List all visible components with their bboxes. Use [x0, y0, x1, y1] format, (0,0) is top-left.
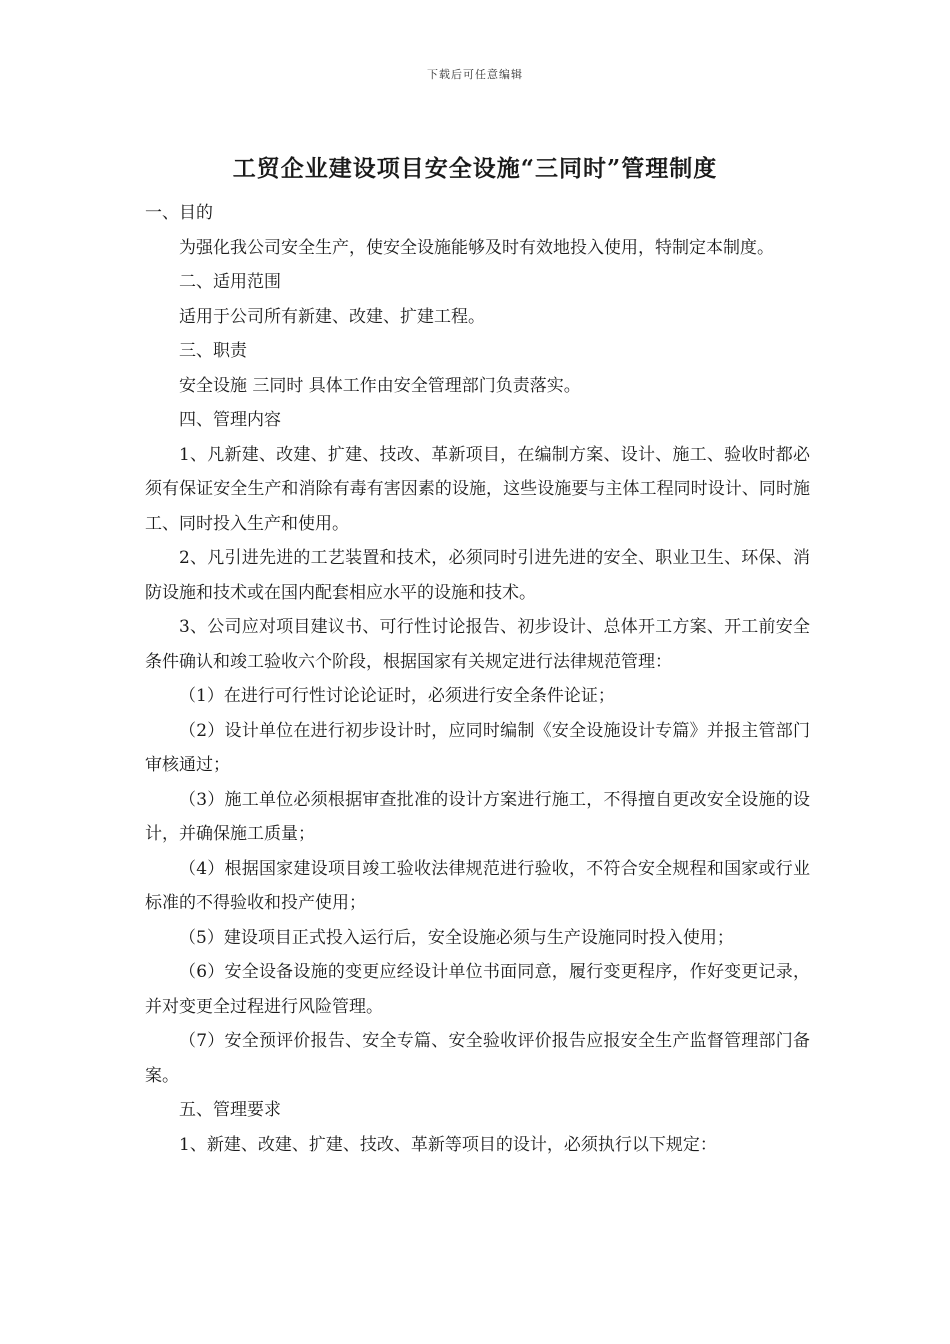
document-body — [145, 196, 810, 1162]
section-heading-duties: 三、职责 — [179, 341, 247, 361]
section-heading-purpose: 一、目的 — [145, 203, 213, 223]
paragraph: 3、公司应对项目建议书、可行性讨论报告、初步设计、总体开工方案、开工前安全条件确认和竣工验收六个阶段，根据国家有关规定进行法律规范管理： — [145, 617, 810, 672]
document-title: 工贸企业建设项目安全设施“三同时”管理制度 — [232, 155, 718, 182]
list-item: （7）安全预评价报告、安全专篇、安全验收评价报告应报安全生产监督管理部门备案。 — [145, 1031, 810, 1086]
list-item: （2）设计单位在进行初步设计时，应同时编制《安全设施设计专篇》并报主管部门审核通过； — [145, 720, 810, 775]
header-note: 下载后可任意编辑 — [427, 68, 523, 81]
paragraph: 安全设施 三同时 具体工作由安全管理部门负责落实。 — [179, 375, 581, 396]
paragraph: 适用于公司所有新建、改建、扩建工程。 — [179, 306, 485, 327]
list-item: （5）建设项目正式投入运行后，安全设施必须与生产设施同时投入使用； — [179, 927, 734, 948]
list-item: （1）在进行可行性讨论论证时，必须进行安全条件论证； — [179, 686, 615, 706]
paragraph: 1、凡新建、改建、扩建、技改、革新项目，在编制方案、设计、施工、验收时都必须有保证安全生产和消除有毒有害因素的设施，这些设施要与主体工程同时设计、同时施工、同时投入生产和使用。 — [145, 444, 810, 534]
list-item: （4）根据国家建设项目竣工验收法律规范进行验收，不符合安全规程和国家或行业标准的不得验收和投产使用； — [145, 858, 810, 913]
list-item: （6）安全设备设施的变更应经设计单位书面同意，履行变更程序，作好变更记录，并对变更全过程进行风险管理。 — [145, 962, 810, 1017]
paragraph: 为强化我公司安全生产，使安全设施能够及时有效地投入使用，特制定本制度。 — [179, 237, 774, 258]
paragraph: 1、新建、改建、扩建、技改、革新等项目的设计，必须执行以下规定： — [179, 1134, 717, 1155]
paragraph: 2、凡引进先进的工艺装置和技术，必须同时引进先进的安全、职业卫生、环保、消防设施和技术或在国内配套相应水平的设施和技术。 — [145, 548, 810, 603]
section-heading-content: 四、管理内容 — [179, 410, 281, 430]
section-heading-requirements: 五、管理要求 — [179, 1100, 281, 1120]
list-item: （3）施工单位必须根据审查批准的设计方案进行施工，不得擅自更改安全设施的设计，并确保施工质量； — [145, 789, 810, 844]
section-heading-scope: 二、适用范围 — [179, 272, 281, 292]
